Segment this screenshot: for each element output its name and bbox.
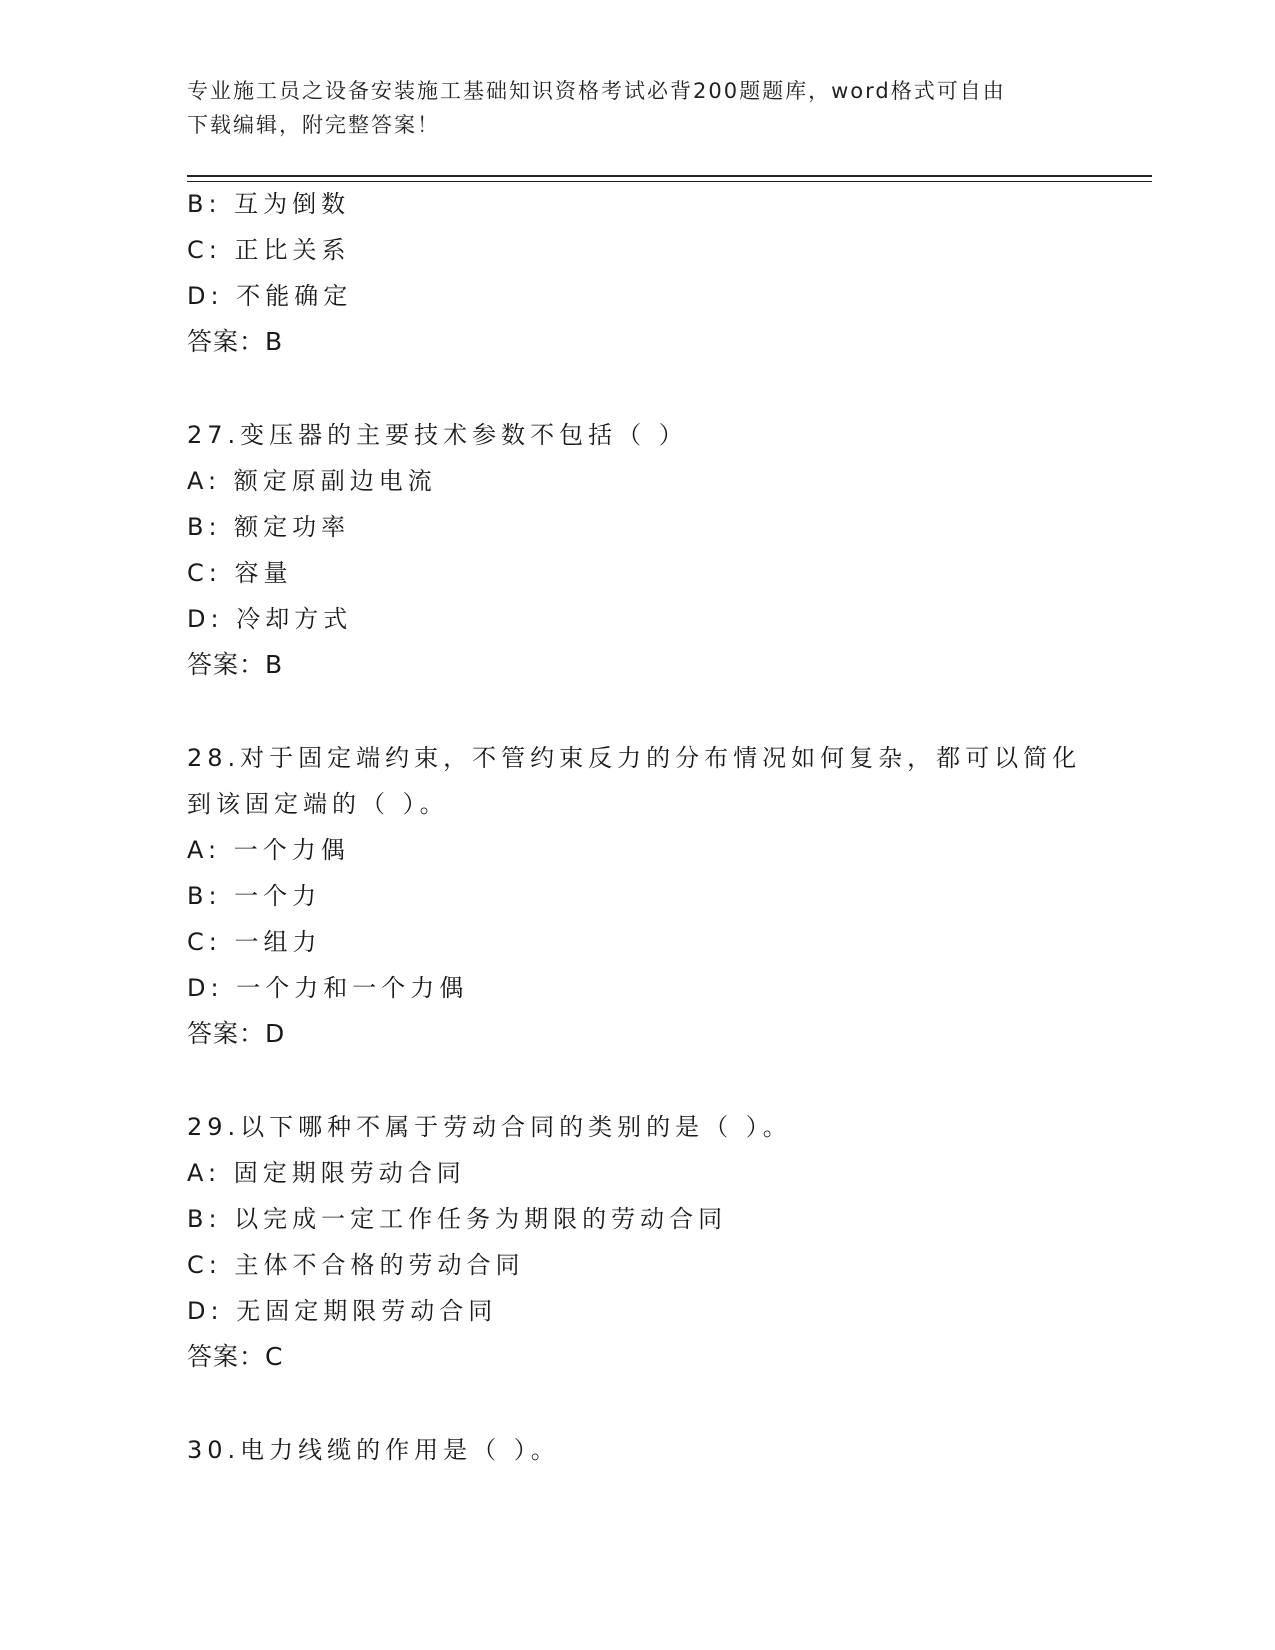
option-b: B: 以完成一定工作任务为期限的劳动合同 (187, 1205, 728, 1233)
answer-value: B (265, 650, 284, 679)
spacer (187, 1065, 1087, 1112)
option-c: C: 一组力 (187, 928, 322, 956)
option-c: C: 正比关系 (187, 236, 351, 264)
option-b: B: 互为倒数 (187, 190, 351, 218)
option-d: D: 无固定期限劳动合同 (187, 1297, 498, 1325)
question-29 (187, 1112, 1087, 1372)
option-a: A: 额定原副边电流 (187, 467, 437, 495)
question-stem-continued: 到该固定端的（ ）。 (187, 790, 449, 818)
question-28 (187, 743, 1087, 1049)
option-b: B: 一个力 (187, 882, 322, 910)
option-a: A: 固定期限劳动合同 (187, 1159, 466, 1187)
header-divider-thin (187, 181, 1152, 182)
answer-line (187, 1019, 1087, 1049)
question-stem: 27.变压器的主要技术参数不包括（ ） (187, 421, 688, 449)
header-divider-thick (187, 175, 1152, 177)
answer-line (187, 1342, 1087, 1372)
option-a: A: 一个力偶 (187, 836, 350, 864)
question-26-fragment (187, 189, 1087, 357)
answer-value: C (265, 1342, 284, 1371)
question-stem: 30.电力线缆的作用是（ ）。 (187, 1436, 560, 1464)
option-d: D: 一个力和一个力偶 (187, 974, 469, 1002)
answer-label: 答案： (187, 1342, 266, 1371)
option-b: B: 额定功率 (187, 513, 351, 541)
question-stem: 28.对于固定端约束，不管约束反力的分布情况如何复杂，都可以简化 (187, 744, 1082, 772)
answer-line (187, 327, 1087, 357)
option-d: D: 不能确定 (187, 282, 353, 310)
answer-value: D (265, 1019, 286, 1048)
question-30 (187, 1435, 1087, 1465)
question-27 (187, 420, 1087, 680)
option-d: D: 冷却方式 (187, 605, 353, 633)
document-header (187, 74, 1067, 142)
question-stem: 29.以下哪种不属于劳动合同的类别的是（ ）。 (187, 1113, 792, 1141)
option-c: C: 容量 (187, 559, 293, 587)
spacer (187, 1388, 1087, 1435)
option-c: C: 主体不合格的劳动合同 (187, 1251, 525, 1279)
answer-label: 答案： (187, 650, 266, 679)
header-title-line-2: 下载编辑，附完整答案！ (187, 113, 440, 137)
spacer (187, 696, 1087, 743)
answer-line (187, 650, 1087, 680)
header-title-line-1: 专业施工员之设备安装施工基础知识资格考试必背200题题库，word格式可自由 (187, 79, 1006, 103)
answer-label: 答案： (187, 1019, 266, 1048)
answer-value: B (265, 327, 284, 356)
answer-label: 答案： (187, 327, 266, 356)
spacer (187, 373, 1087, 420)
question-list (187, 189, 1087, 1481)
